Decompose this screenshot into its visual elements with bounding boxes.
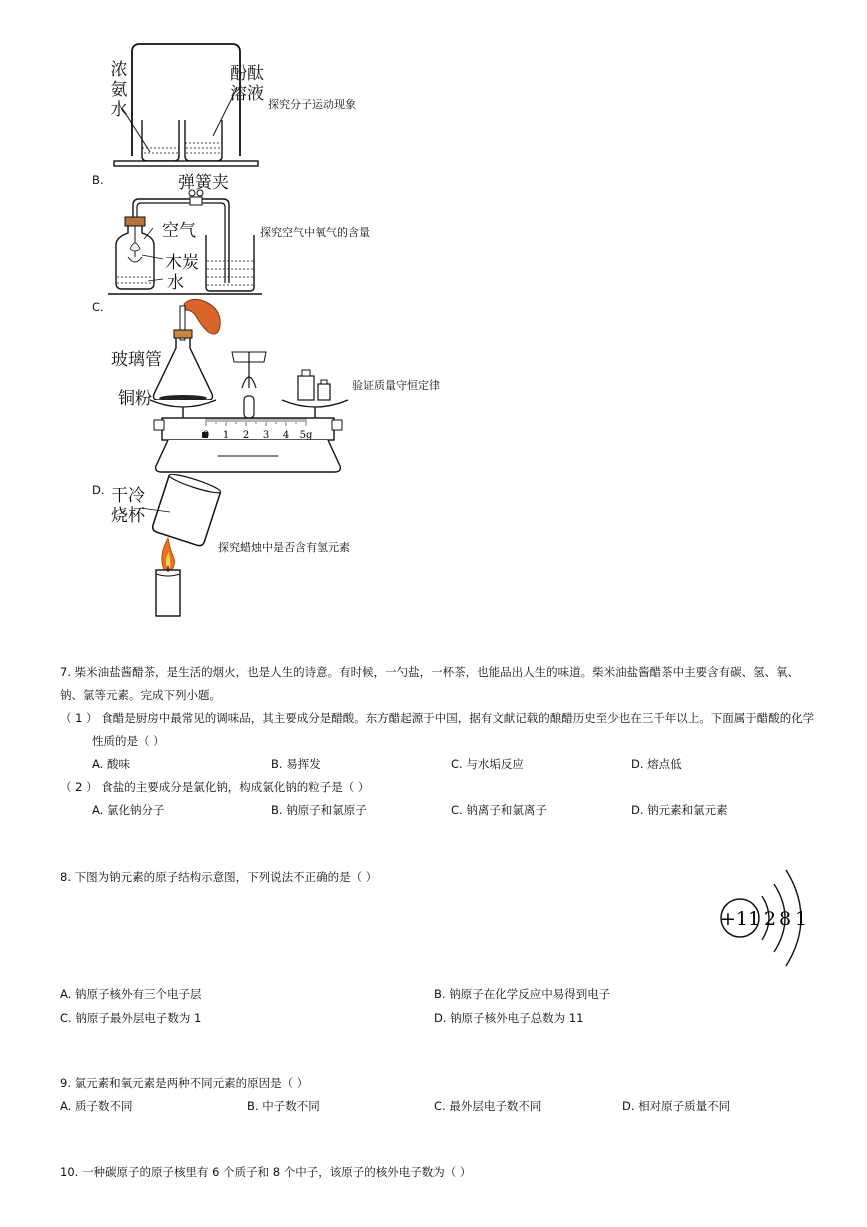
oxygen-content-diagram [108,183,264,299]
q7-sub1-option-b[interactable]: B. 易挥发 [271,757,321,771]
q9-stem: 9. 氯元素和氧元素是两种不同元素的原因是（ ） [60,1076,309,1090]
figure-c-caption: 验证质量守恒定律 [352,379,440,392]
q8-option-a[interactable]: A. 钠原子核外有三个电子层 [60,987,202,1001]
figure-d-caption: 探究蜡烛中是否含有氢元素 [218,541,350,554]
ammonia-label-3: 水 [110,100,128,120]
figure-a-caption: 探究分子运动现象 [268,98,356,111]
nucleus-charge: +11 [719,908,761,930]
charcoal-label: 木炭 [165,253,199,273]
air-label: 空气 [162,221,196,241]
scale-tick-label: 3 [262,430,270,441]
q9-option-c[interactable]: C. 最外层电子数不同 [434,1099,542,1113]
q7-sub1-option-d[interactable]: D. 熔点低 [631,757,682,771]
shell-1-electrons: 2 [763,908,777,930]
scale-tick-label: 1 [222,430,230,441]
figure-b-caption: 探究空气中氧气的含量 [260,226,370,239]
q7-sub2-option-d[interactable]: D. 钠元素和氯元素 [631,803,728,817]
phenol-label-1: 酚酞 [230,64,264,84]
option-d-letter: D. [92,483,105,497]
water-label: 水 [167,273,184,293]
scale-tick-label: 2 [242,430,250,441]
dry-beaker-label-1: 干冷 [111,486,145,506]
q8-option-b[interactable]: B. 钠原子在化学反应中易得到电子 [434,987,611,1001]
q7-sub1-option-a[interactable]: A. 酸味 [92,757,130,771]
scale-tick-label: 4 [282,430,290,441]
q7-sub1-line2: 性质的是（ ） [92,734,165,748]
q7-sub2-option-a[interactable]: A. 氯化钠分子 [92,803,165,817]
q9-option-d[interactable]: D. 相对原子质量不同 [622,1099,731,1113]
q7-sub2-option-c[interactable]: C. 钠离子和氯离子 [451,803,547,817]
q7-sub2-stem: （ 2 ） 食盐的主要成分是氯化钠，构成氯化钠的粒子是（ ） [60,780,370,794]
ammonia-label-1: 浓 [110,60,128,80]
option-c-letter: C. [92,300,104,314]
q7-stem-line2: 钠、氯等元素。完成下列小题。 [60,688,221,702]
balance-diagram [148,296,348,476]
q8-option-c[interactable]: C. 钠原子最外层电子数为 1 [60,1011,202,1025]
ammonia-label-2: 氨 [110,80,128,100]
glass-tube-label: 玻璃管 [111,350,162,370]
q9-option-b[interactable]: B. 中子数不同 [247,1099,320,1113]
q7-sub1-option-c[interactable]: C. 与水垢反应 [451,757,524,771]
scale-tick-label: 0 [202,430,210,441]
q7-sub2-option-b[interactable]: B. 钠原子和氯原子 [271,803,367,817]
shell-3-electrons: 1 [794,908,808,930]
candle-diagram [140,474,230,620]
shell-2-electrons: 8 [778,908,792,930]
q10-stem: 10. 一种碳原子的原子核里有 6 个质子和 8 个中子，该原子的核外电子数为（ ） [60,1165,472,1179]
q8-option-d[interactable]: D. 钠原子核外电子总数为 11 [434,1011,584,1025]
q7-sub1-line1: （ 1 ） 食醋是厨房中最常见的调味品，其主要成分是醋酸。东方醋起源于中国，据有文献记载的酿醋历史至少也在三千年以上。下面属于醋酸的化学 [60,711,815,725]
copper-powder-label: 铜粉 [118,389,152,409]
phenol-label-2: 溶液 [230,84,264,104]
q8-stem: 8. 下图为钠元素的原子结构示意图，下列说法不正确的是（ ） [60,870,378,884]
clip-label: 弹簧夹 [178,173,229,193]
option-b-letter: B. [92,173,104,187]
q9-option-a[interactable]: A. 质子数不同 [60,1099,133,1113]
sodium-atom-structure-diagram [716,862,812,974]
q7-stem-line1: 7. 柴米油盐酱醋茶，是生活的烟火，也是人生的诗意。有时候，一勺盐，一杯茶，也能品出人生的味道。柴米油盐酱醋茶中主要含有碳、氢、氧、 [60,665,800,679]
dry-beaker-label-2: 烧杯 [111,506,145,526]
scale-tick-label: 5g [299,430,313,441]
